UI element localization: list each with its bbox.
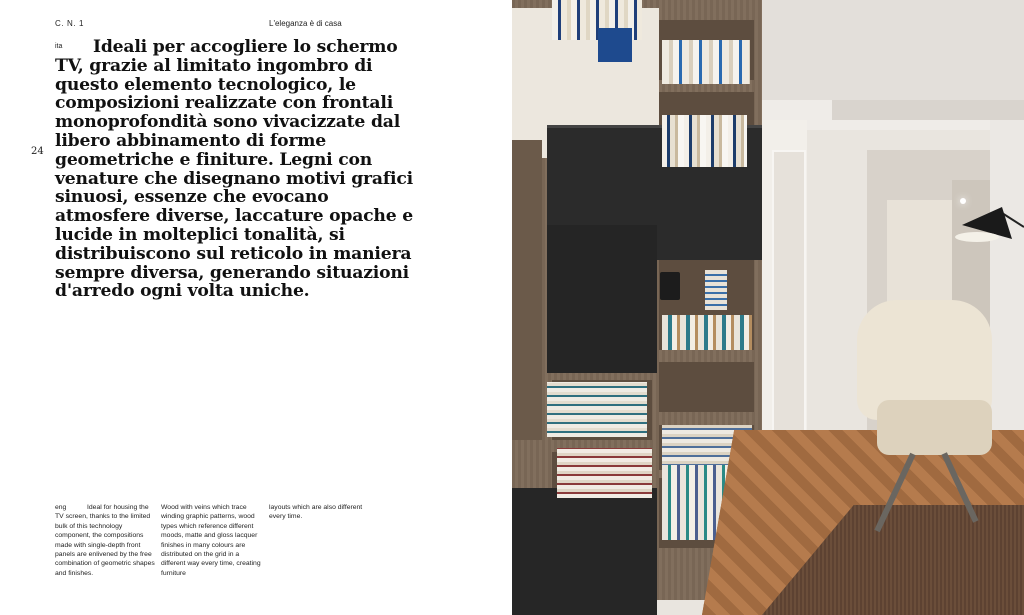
interior-photo <box>512 0 1024 615</box>
english-column-2: Wood with veins which trace winding graphic patterns, wood types which reference different moods, matte and gloss lacquer finishes in many colours are distributed on the grid in a different way every time, creating furniture <box>161 504 261 577</box>
language-label-eng: eng <box>55 504 67 511</box>
english-column-3: layouts which are also different every time. <box>269 504 363 521</box>
floor-lamp <box>942 195 1024 255</box>
running-title: L'eleganza è di casa <box>269 19 342 28</box>
language-label-ita: ita <box>55 43 63 50</box>
english-column-1 <box>55 503 159 578</box>
english-text-1: Ideal for housing the TV screen, thanks to the limited bulk of this technology component, the compositions made with single-depth front panels are enlivened by the free combination of geometric shapes and finishes. <box>55 504 155 577</box>
dark-panel <box>547 225 657 373</box>
italian-body-text <box>55 38 425 301</box>
armchair <box>857 300 992 470</box>
page-number: 24 <box>31 146 44 157</box>
italian-paragraph: Ideali per accogliere lo schermo TV, grazie al limitato ingombro di questo elemento tecnologico, le composizioni realizzate con frontali monoprofondità sono vivacizzate dal libero abbinamento di forme geometriche e finiture. Legni con venature che disegnano motivi grafici sinuosi, essenze che evocano atmosfere diverse, laccature opache e lucide in molteplici tonalità, si distribuiscono sul reticolo in maniera sempre diversa, generando situazioni d'arredo ogni volta uniche. <box>55 37 413 302</box>
section-label: C. N. 1 <box>55 19 85 28</box>
dark-panel <box>512 488 657 615</box>
